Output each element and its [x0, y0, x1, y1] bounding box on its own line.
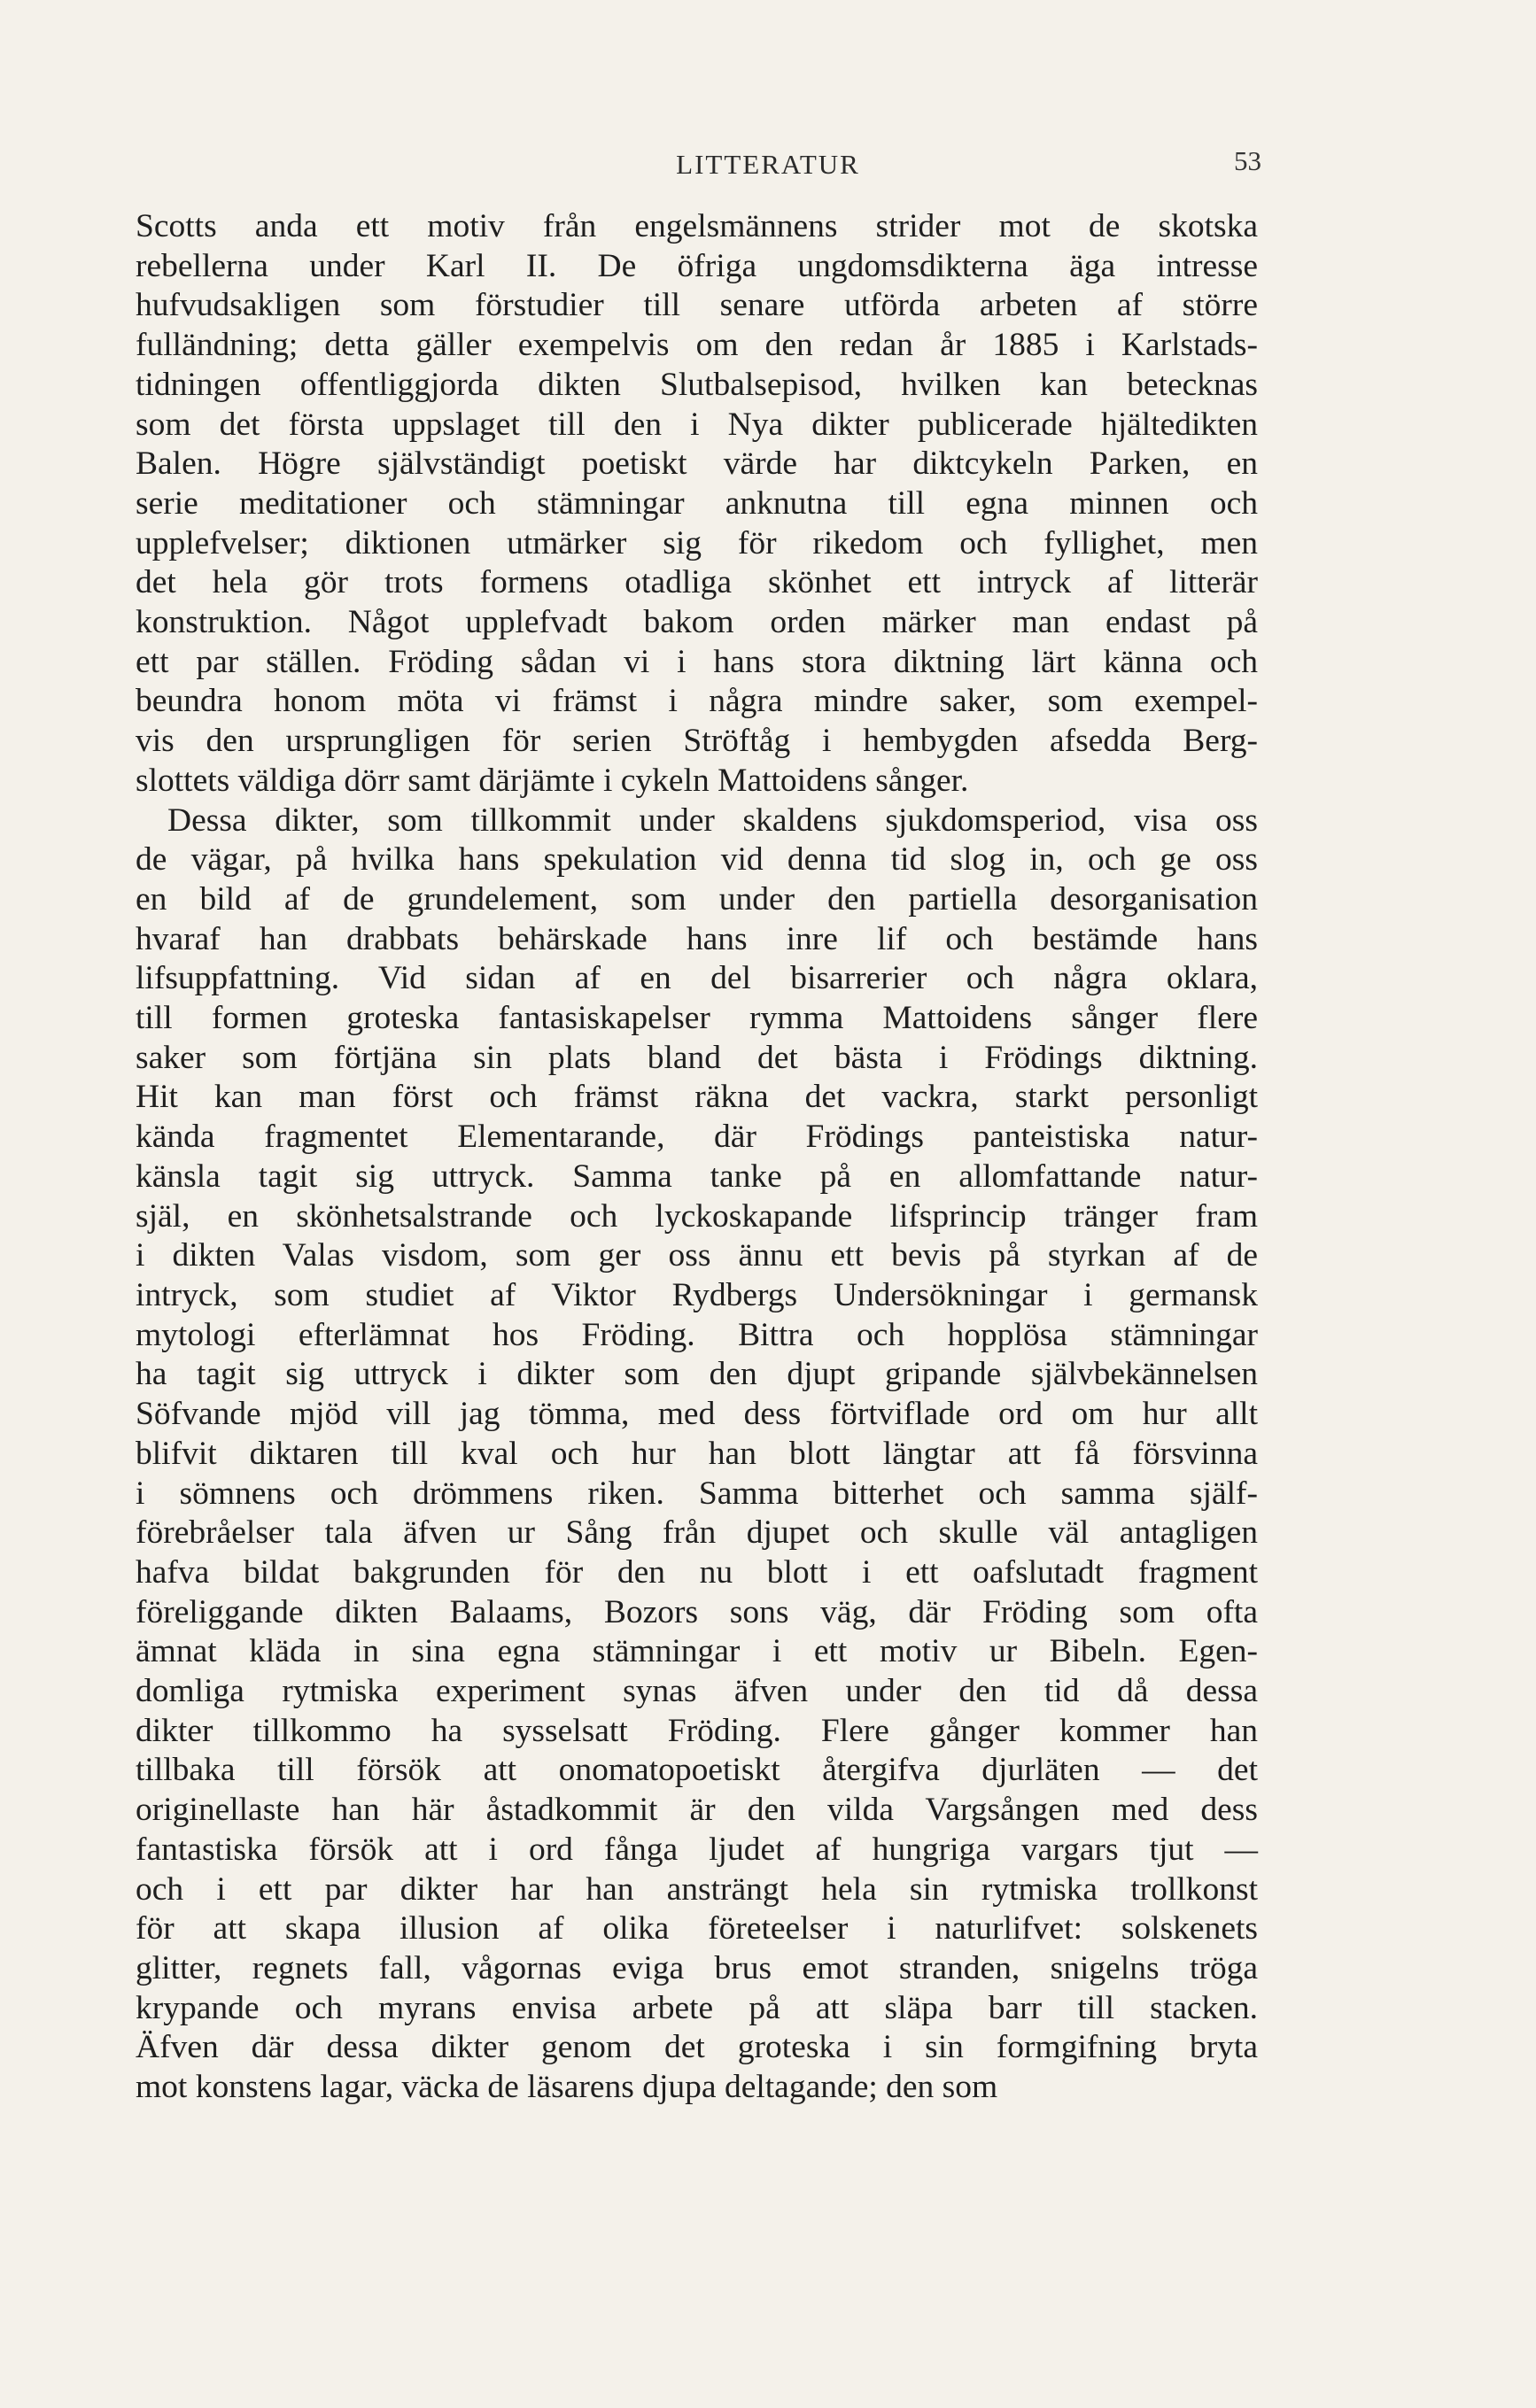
text-line: domliga rytmiska experiment synas äfven under den tid då dessa: [136, 1673, 1258, 1710]
text-line: upplefvelser; diktionen utmärker sig för rikedom och fyllighet, men: [136, 524, 1258, 561]
text-line: serie meditationer och stämningar anknutna till egna minnen och: [136, 484, 1258, 522]
text-line: kända fragmentet Elementarande, där Frödings panteistiska natur-: [136, 1119, 1258, 1156]
text-line: själ, en skönhetsalstrande och lyckoskapande lifsprincip tränger fram: [136, 1197, 1258, 1235]
text-line: intryck, som studiet af Viktor Rydbergs Undersökningar i germansk: [136, 1276, 1258, 1313]
text-line: konstruktion. Något upplefvadt bakom orden märker man endast på: [136, 604, 1258, 641]
text-line: saker som förtjäna sin plats bland det bästa i Frödings diktning.: [136, 1039, 1258, 1076]
text-line: glitter, regnets fall, vågornas eviga brus emot stranden, snigelns tröga: [136, 1949, 1258, 1986]
text-line: Äfven där dessa dikter genom det groteska i sin formgifning bryta: [136, 2029, 1258, 2066]
text-line: Dessa dikter, som tillkommit under skaldens sjukdomsperiod, visa oss: [167, 801, 1258, 839]
text-line: beundra honom möta vi främst i några mindre saker, som exempel-: [136, 683, 1258, 720]
text-line: mot konstens lagar, väcka de läsarens djupa deltagande; den som: [136, 2069, 998, 2106]
text-line: slottets väldiga dörr samt därjämte i cykeln Mattoidens sånger.: [136, 762, 969, 799]
text-line: vis den ursprungligen för serien Ströftåg i hembygden afsedda Berg-: [136, 723, 1258, 760]
text-line: hvaraf han drabbats behärskade hans inre lif och bestämde hans: [136, 920, 1258, 957]
text-line: förebråelser tala äfven ur Sång från djupet och skulle väl antagligen: [136, 1514, 1258, 1552]
text-line: det hela gör trots formens otadliga skönhet ett intryck af litterär: [136, 564, 1258, 601]
text-line: blifvit diktaren till kval och hur han blott längtar att få försvinna: [136, 1435, 1258, 1472]
text-line: för att skapa illusion af olika företeelser i naturlifvet: solskenets: [136, 1910, 1258, 1947]
running-title: LITTERATUR: [676, 149, 860, 180]
text-line: krypande och myrans envisa arbete på att släpa barr till stacken.: [136, 1989, 1258, 2026]
text-line: rebellerna under Karl II. De öfriga ungdomsdikterna äga intresse: [136, 247, 1258, 284]
page-header: [0, 145, 1536, 184]
text-line: i dikten Valas visdom, som ger oss ännu ett bevis på styrkan af de: [136, 1237, 1258, 1274]
text-line: ha tagit sig uttryck i dikter som den djupt gripande självbekännelsen: [136, 1356, 1258, 1393]
text-line: Scotts anda ett motiv från engelsmännens strider mot de skotska: [136, 208, 1258, 244]
text-line: fulländning; detta gäller exempelvis om den redan år 1885 i Karlstads-: [136, 327, 1258, 364]
text-line: mytologi efterlämnat hos Fröding. Bittra och hopplösa stämningar: [136, 1316, 1258, 1353]
text-line: ett par ställen. Fröding sådan vi i hans stora diktning lärt känna och: [136, 643, 1258, 680]
text-line: tillbaka till försök att onomatopoetiskt återgifva djurläten — det: [136, 1752, 1258, 1789]
text-line: originellaste han här åstadkommit är den vilda Vargsången med dess: [136, 1792, 1258, 1829]
text-line: fantastiska försök att i ord fånga ljudet af hungriga vargars tjut —: [136, 1831, 1258, 1868]
text-line: Söfvande mjöd vill jag tömma, med dess förtviflade ord om hur allt: [136, 1396, 1258, 1433]
text-line: Balen. Högre självständigt poetiskt värde har diktcykeln Parken, en: [136, 445, 1258, 483]
text-line: till formen groteska fantasiskapelser rymma Mattoidens sånger flere: [136, 1000, 1258, 1037]
paragraph: [136, 801, 1258, 2108]
text-line: i sömnens och drömmens riken. Samma bitterhet och samma själf-: [136, 1475, 1258, 1512]
text-line: hafva bildat bakgrunden för den nu blott i ett oafslutadt fragment: [136, 1553, 1258, 1591]
text-line: och i ett par dikter har han ansträngt hela sin rytmiska trollkonst: [136, 1870, 1258, 1908]
text-line: ämnat kläda in sina egna stämningar i ett motiv ur Bibeln. Egen-: [136, 1633, 1258, 1670]
text-line: en bild af de grundelement, som under den partiella desorganisation: [136, 880, 1258, 918]
text-line: de vägar, på hvilka hans spekulation vid denna tid slog in, och ge oss: [136, 841, 1258, 879]
text-line: hufvudsakligen som förstudier till senare utförda arbeten af större: [136, 287, 1258, 324]
body-text: [136, 207, 1258, 2108]
paragraph: [136, 207, 1258, 801]
page-number: 53: [1234, 145, 1261, 176]
text-line: Hit kan man först och främst räkna det vackra, starkt personligt: [136, 1079, 1258, 1116]
text-line: dikter tillkommo ha sysselsatt Fröding. Flere gånger kommer han: [136, 1712, 1258, 1749]
text-line: föreliggande dikten Balaams, Bozors sons väg, där Fröding som ofta: [136, 1593, 1258, 1630]
text-line: som det första uppslaget till den i Nya dikter publicerade hjältedikten: [136, 406, 1258, 443]
text-line: känsla tagit sig uttryck. Samma tanke på en allomfattande natur-: [136, 1158, 1258, 1195]
text-line: lifsuppfattning. Vid sidan af en del bisarrerier och några oklara,: [136, 960, 1258, 997]
text-line: tidningen offentliggjorda dikten Slutbalsepisod, hvilken kan betecknas: [136, 366, 1258, 403]
